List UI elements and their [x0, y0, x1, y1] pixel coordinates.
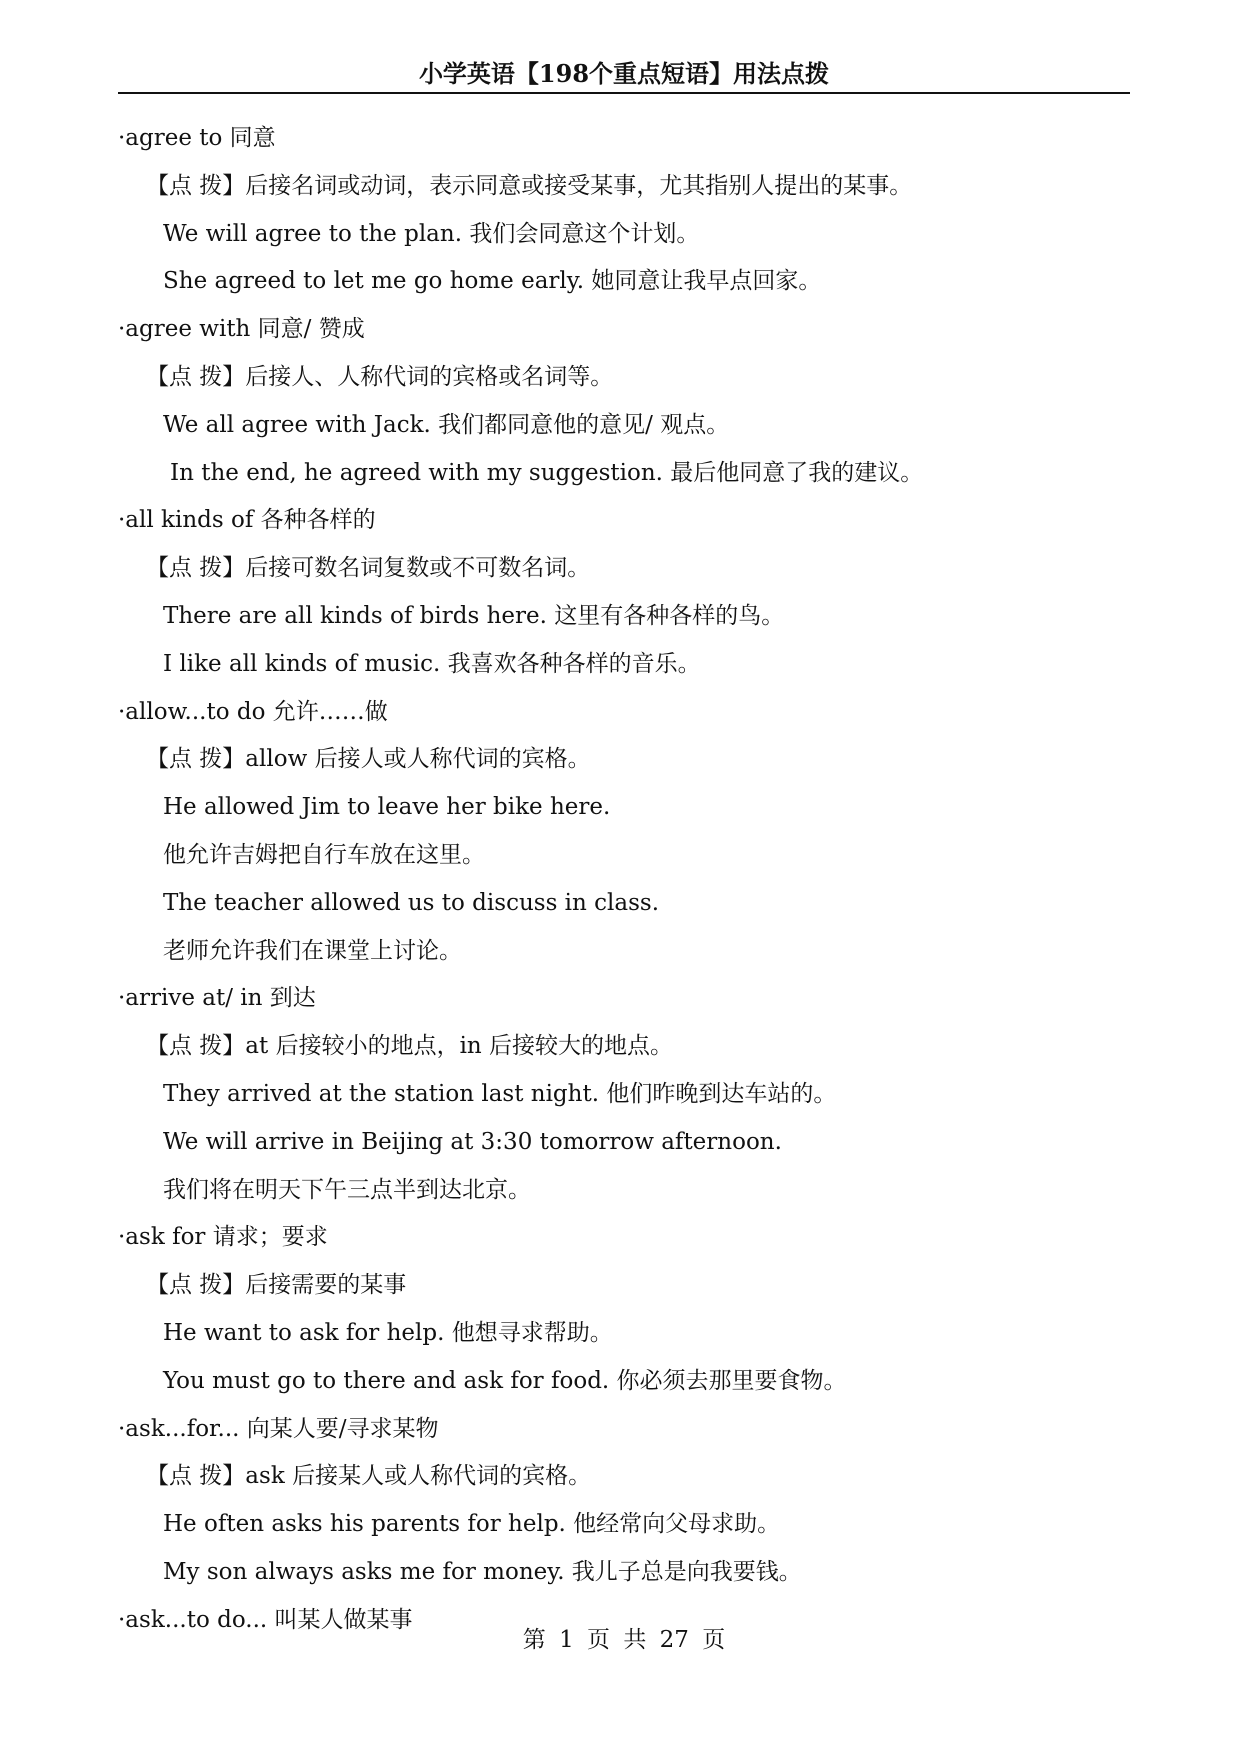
- example-sentence: They arrived at the station last night. 他们昨晚到达车站的。: [163, 1080, 837, 1107]
- example-sentence: The teacher allowed us to discuss in class.: [163, 889, 660, 916]
- document-body: [118, 115, 1130, 1645]
- usage-note: 【点 拨】ask 后接某人或人称代词的宾格。: [146, 1463, 592, 1490]
- page-number: 第 1 页 共 27 页: [522, 1627, 726, 1653]
- example-sentence: She agreed to let me go home early. 她同意让我早点回家。: [163, 268, 822, 295]
- usage-note: 【点 拨】后接需要的某事: [146, 1272, 407, 1299]
- header-divider: [118, 92, 1130, 94]
- usage-note: 【点 拨】后接名词或动词，表示同意或接受某事，尤其指别人提出的某事。: [146, 172, 913, 199]
- example-sentence: We will arrive in Beijing at 3:30 tomorrow afternoon.: [163, 1128, 782, 1155]
- example-sentence: 老师允许我们在课堂上讨论。: [163, 937, 462, 964]
- example-sentence: 他允许吉姆把自行车放在这里。: [163, 841, 485, 868]
- phrase-heading: ·ask...to do... 叫某人做某事: [118, 1606, 413, 1633]
- example-sentence: You must go to there and ask for food. 你必须去那里要食物。: [163, 1367, 847, 1394]
- usage-note: 【点 拨】at 后接较小的地点，in 后接较大的地点。: [146, 1033, 674, 1060]
- example-sentence: In the end, he agreed with my suggestion. 最后他同意了我的建议。: [170, 459, 924, 486]
- usage-note: 【点 拨】后接人、人称代词的宾格或名词等。: [146, 363, 614, 390]
- example-sentence: 我们将在明天下午三点半到达北京。: [163, 1176, 531, 1203]
- example-sentence: I like all kinds of music. 我喜欢各种各样的音乐。: [163, 650, 701, 677]
- example-sentence: He often asks his parents for help. 他经常向父母求助。: [163, 1511, 781, 1538]
- phrase-heading: ·ask for 请求；要求: [118, 1224, 328, 1251]
- usage-note: 【点 拨】allow 后接人或人称代词的宾格。: [146, 746, 591, 773]
- phrase-heading: ·all kinds of 各种各样的: [118, 507, 376, 534]
- example-sentence: He want to ask for help. 他想寻求帮助。: [163, 1319, 613, 1346]
- example-sentence: My son always asks me for money. 我儿子总是向我要钱。: [163, 1558, 802, 1585]
- phrase-heading: ·ask...for... 向某人要/寻求某物: [118, 1415, 439, 1442]
- phrase-heading: ·allow...to do 允许……做: [118, 698, 388, 725]
- page-title: 小学英语【198个重点短语】用法点拨: [418, 59, 830, 88]
- example-sentence: There are all kinds of birds here. 这里有各种各样的鸟。: [163, 602, 785, 629]
- example-sentence: We all agree with Jack. 我们都同意他的意见/ 观点。: [163, 411, 730, 438]
- example-sentence: He allowed Jim to leave her bike here.: [163, 794, 611, 821]
- phrase-heading: ·arrive at/ in 到达: [118, 985, 316, 1012]
- phrase-heading: ·agree to 同意: [118, 125, 276, 151]
- usage-note: 【点 拨】后接可数名词复数或不可数名词。: [146, 555, 591, 582]
- example-sentence: We will agree to the plan. 我们会同意这个计划。: [163, 220, 700, 247]
- phrase-heading: ·agree with 同意/ 赞成: [118, 316, 365, 343]
